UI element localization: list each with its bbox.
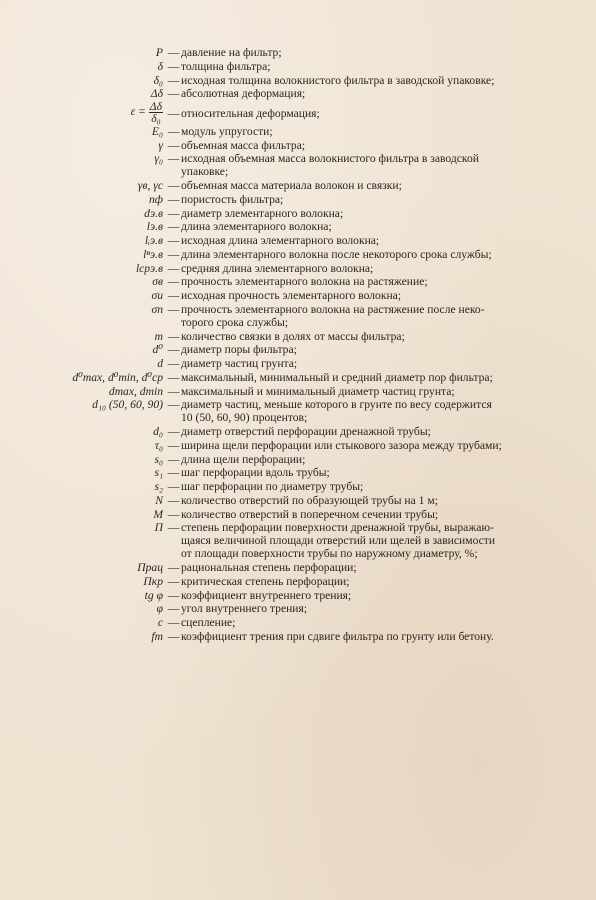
entry-symbol: M (153, 507, 163, 521)
description-line: максимальный, минимальный и средний диаметр пор фильтра; (181, 370, 493, 384)
symbol-entry (0, 425, 596, 438)
description-line: абсолютная деформация; (181, 87, 306, 101)
entry-dash: — (167, 452, 180, 466)
description-line: максимальный и минимальный диаметр частиц грунта; (181, 384, 455, 398)
entry-symbol: N (155, 493, 163, 507)
entry-dash: — (167, 261, 180, 275)
entry-dash: — (167, 179, 180, 192)
description-line: объемная масса материала волокон и связки; (181, 179, 402, 192)
symbol-entry (0, 101, 596, 124)
entry-symbol: s₀ (154, 452, 163, 466)
entry-symbol: E₀ (151, 124, 163, 138)
entry-description (181, 425, 581, 438)
symbol-entry (0, 303, 596, 329)
entry-description (181, 125, 581, 138)
formula-lead: ε = (130, 105, 146, 119)
symbol-entry (0, 234, 596, 247)
entry-dash: — (167, 425, 180, 438)
symbol-entry (0, 398, 596, 424)
symbol-entry (0, 630, 596, 643)
entry-dash: — (167, 46, 180, 59)
description-line: диаметр элементарного волокна; (181, 206, 344, 220)
symbol-entry (0, 248, 596, 261)
entry-dash: — (167, 73, 180, 87)
entry-symbol: d₀ (153, 425, 163, 438)
description-line: критическая степень перфорации; (181, 574, 350, 588)
symbol-entry (0, 289, 596, 302)
entry-symbol: P (155, 46, 163, 59)
entry-description (181, 207, 581, 220)
entry-symbol: σп (151, 302, 163, 316)
description-line: коэффициент трения при сдвиге фильтра по грунту или бетону. (181, 629, 494, 643)
description-line: исходная толщина волокнистого фильтра в заводской упаковке; (181, 73, 495, 87)
entry-description (181, 46, 581, 59)
symbol-entry (0, 193, 596, 206)
description-line: степень перфорации поверхности дренажной трубы, выражаю- (181, 521, 494, 535)
entry-dash: — (167, 87, 180, 101)
entry-symbol: s₁ (154, 466, 163, 480)
entry-dash: — (167, 398, 180, 412)
description-line: угол внутреннего трения; (181, 602, 308, 616)
entry-description (181, 275, 581, 288)
entry-dash: — (167, 220, 180, 234)
symbol-entry (0, 602, 596, 615)
description-line: длина щели перфорации; (181, 452, 306, 466)
entry-symbol: c (157, 616, 163, 629)
symbol-entry (0, 343, 596, 356)
symbol-entry (0, 139, 596, 152)
entry-description (181, 371, 581, 384)
symbol-entry (0, 262, 596, 275)
description-line: исходная объемная масса волокнистого фильтра в заводской (181, 152, 479, 166)
description-line: исходная длина элементарного волокна; (181, 234, 380, 247)
entry-description (181, 630, 581, 643)
entry-dash: — (167, 192, 180, 206)
symbol-entry (0, 74, 596, 87)
entry-symbol: φ (156, 602, 163, 616)
entry-description (181, 385, 581, 398)
description-line: торого срока службы; (181, 315, 289, 329)
description-line: диаметр отверстий перфорации дренажной трубы; (181, 425, 431, 438)
entry-dash: — (167, 275, 180, 289)
entry-symbol: m (154, 329, 163, 343)
entry-symbol (0, 101, 166, 124)
description-line: пористость фильтра; (181, 192, 284, 206)
description-line: 10 (50, 60, 90) процентов; (181, 411, 308, 425)
symbol-entry (0, 616, 596, 629)
entry-dash: — (167, 138, 180, 152)
symbol-entry (0, 220, 596, 233)
entry-description (181, 521, 581, 560)
entry-dash: — (167, 289, 180, 302)
entry-symbol: fт (151, 629, 163, 643)
description-line: коэффициент внутреннего трения; (181, 588, 352, 602)
entry-description (181, 575, 581, 588)
entry-symbol: dэ.в (144, 206, 163, 220)
entry-description (181, 248, 581, 261)
entry-description (181, 289, 581, 302)
entry-dash: — (167, 521, 180, 535)
symbol-entry (0, 207, 596, 220)
entry-description (181, 561, 581, 574)
entry-dash: — (167, 588, 180, 602)
description-line: щаяся величиной площади отверстий или щелей в зависимости (181, 534, 496, 548)
entry-description (181, 357, 581, 370)
symbol-entry (0, 179, 596, 192)
symbol-entry (0, 466, 596, 479)
entry-description (181, 616, 581, 629)
entry-description (181, 87, 581, 100)
entry-symbol: lэ.в (146, 220, 163, 234)
description-line: количество отверстий в поперечном сечении трубы; (181, 507, 439, 521)
entry-description (181, 139, 581, 152)
symbol-entry (0, 494, 596, 507)
description-line: давление на фильтр; (181, 46, 282, 59)
description-line: шаг перфорации вдоль трубы; (181, 466, 330, 480)
description-line: прочность элементарного волокна на растяжение; (181, 275, 428, 289)
description-line: длина элементарного волокна после некоторого срока службы; (181, 247, 492, 261)
symbol-entry (0, 439, 596, 452)
entry-symbol: d⁰ (152, 343, 163, 357)
entry-dash: — (167, 370, 180, 384)
symbol-entry (0, 330, 596, 343)
entry-dash: — (167, 384, 180, 398)
entry-dash: — (167, 124, 180, 138)
entry-description (181, 453, 581, 466)
description-line: упаковке; (181, 165, 229, 179)
symbol-entry (0, 480, 596, 493)
symbol-entry (0, 508, 596, 521)
description-line: рациональная степень перфорации; (181, 561, 357, 574)
entry-symbol: dmax, dmin (108, 384, 163, 398)
entry-dash: — (167, 59, 180, 73)
symbol-entry (0, 275, 596, 288)
symbol-entry (0, 385, 596, 398)
entry-description (181, 262, 581, 275)
description-line: ширина щели перфорации или стыкового зазора между трубами; (181, 438, 502, 452)
entry-dash: — (167, 602, 180, 616)
entry-dash: — (167, 561, 180, 574)
entry-description (181, 234, 581, 247)
symbol-entry (0, 87, 596, 100)
entry-symbol: s₂ (154, 480, 163, 493)
entry-symbol: d⁰max, d⁰min, d⁰ср (72, 370, 163, 384)
entry-symbol: d (157, 357, 163, 370)
description-line: относительная деформация; (181, 107, 320, 120)
entry-symbol: γ (158, 138, 163, 152)
symbol-entry (0, 152, 596, 178)
entry-dash: — (167, 234, 180, 247)
entry-dash: — (167, 438, 180, 452)
entry-description (181, 439, 581, 452)
entry-dash: — (167, 152, 180, 166)
description-line: объемная масса фильтра; (181, 138, 306, 152)
entry-dash: — (167, 247, 180, 261)
description-line: диаметр частиц, меньше которого в грунте по весу содержится (181, 398, 492, 412)
entry-description (181, 508, 581, 521)
entry-dash: — (167, 343, 180, 357)
description-line: количество связки в долях от массы фильтра; (181, 329, 405, 343)
entry-description (181, 193, 581, 206)
entry-symbol: Δδ (150, 87, 163, 101)
entry-symbol: lᵢэ.в (144, 234, 163, 247)
entry-dash: — (167, 302, 180, 316)
entry-dash: — (167, 329, 180, 343)
entry-description (181, 74, 581, 87)
entry-symbol: σв (152, 275, 163, 289)
entry-symbol: lсрэ.в (135, 261, 163, 275)
entry-dash: — (167, 493, 180, 507)
symbol-entry (0, 60, 596, 73)
description-line: шаг перфорации по диаметру трубы; (181, 480, 364, 493)
entry-dash: — (167, 466, 180, 480)
symbol-entry (0, 521, 596, 560)
entry-symbol: Прац (137, 561, 163, 574)
description-line: средняя длина элементарного волокна; (181, 261, 374, 275)
formula-fraction (149, 101, 163, 124)
symbol-entry (0, 561, 596, 574)
entry-description (181, 398, 581, 424)
description-line: количество отверстий по образующей трубы на 1 м; (181, 493, 438, 507)
entry-dash: — (167, 616, 180, 629)
entry-description (181, 60, 581, 73)
description-line: исходная прочность элементарного волокна; (181, 289, 402, 302)
entry-dash: — (167, 629, 180, 643)
description-line: диаметр частиц грунта; (181, 357, 298, 370)
entry-description (181, 330, 581, 343)
entry-dash: — (167, 480, 180, 493)
entry-dash: — (167, 507, 180, 521)
entry-dash: — (167, 206, 180, 220)
description-line: от площади поверхности трубы по наружному диаметру, %; (181, 547, 478, 561)
entry-description (181, 494, 581, 507)
fraction-denominator: δ₀ (151, 112, 161, 125)
entry-description (181, 220, 581, 233)
entry-dash: — (167, 357, 180, 370)
description-line: длина элементарного волокна; (181, 220, 332, 234)
entry-symbol: γ₀ (154, 152, 163, 166)
entry-dash: — (167, 107, 180, 120)
entry-symbol: nф (148, 192, 163, 206)
symbol-entry (0, 357, 596, 370)
entry-symbol: δ (157, 59, 163, 73)
symbol-entry (0, 589, 596, 602)
entry-symbol: δ₀ (153, 73, 163, 87)
entry-description (181, 343, 581, 356)
description-line: сцепление; (181, 616, 236, 629)
symbol-list (0, 46, 596, 644)
description-line: прочность элементарного волокна на растяжение после неко- (181, 302, 485, 316)
entry-symbol: Пкр (143, 574, 163, 588)
symbol-entry (0, 371, 596, 384)
entry-symbol: d₁₀ (50, 60, 90) (92, 398, 163, 412)
entry-description (181, 589, 581, 602)
entry-symbol: τ₀ (154, 438, 163, 452)
entry-description (181, 602, 581, 615)
entry-symbol: П (154, 521, 163, 535)
entry-dash: — (167, 574, 180, 588)
fraction-numerator: Δδ (149, 100, 162, 113)
entry-symbol: γв, γс (137, 179, 163, 192)
symbol-entry (0, 453, 596, 466)
entry-description (181, 101, 581, 120)
entry-description (181, 303, 581, 329)
entry-description (181, 466, 581, 479)
description-line: диаметр поры фильтра; (181, 343, 297, 357)
entry-symbol: σи (151, 289, 163, 302)
symbol-entry (0, 46, 596, 59)
description-line: толщина фильтра; (181, 59, 271, 73)
entry-description (181, 179, 581, 192)
entry-symbol: lⁿэ.в (143, 247, 163, 261)
entry-symbol: tg φ (144, 588, 163, 602)
description-line: модуль упругости; (181, 124, 273, 138)
symbol-entry (0, 575, 596, 588)
entry-description (181, 480, 581, 493)
symbol-entry (0, 125, 596, 138)
entry-description (181, 152, 581, 178)
